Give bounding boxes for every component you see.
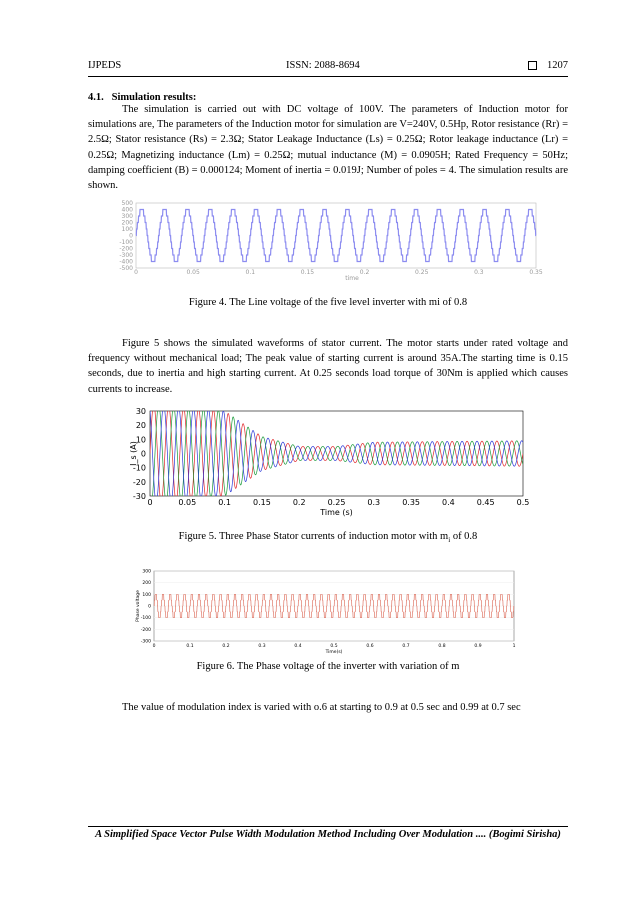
figure4-y-tick-label: 400	[121, 206, 133, 214]
figure4-x-tick-label: 0.25	[415, 269, 429, 276]
figure6-y-tick-label: 200	[142, 581, 151, 587]
section-title: Simulation results:	[111, 92, 197, 103]
figure5-x-tick-label: 0.4	[442, 498, 455, 507]
figure6-x-tick-label: 0.6	[366, 644, 374, 649]
figure4-y-tick-label: -200	[119, 245, 133, 253]
figure6-x-tick-label: 0.7	[402, 644, 410, 649]
figure5-y-tick-label: -30	[132, 492, 146, 501]
figure4-y-tick-label: -300	[119, 252, 133, 259]
figure6-x-tick-label: 0.1	[186, 644, 194, 649]
figure6-y-tick-label: -300	[140, 639, 151, 645]
figure6-x-tick-label: 0.3	[258, 644, 266, 649]
figure5-caption-end: of 0.8	[450, 531, 478, 542]
figure4-y-tick-label: -100	[119, 239, 133, 246]
figure5-x-tick-label: 0	[147, 498, 153, 507]
figure6-x-tick-label: 0.8	[438, 644, 446, 649]
figure4-x-tick-label: 0.2	[359, 269, 370, 276]
figure5-x-tick-label: 0.5	[516, 498, 530, 507]
figure5-x-tick-label: 0.3	[367, 498, 381, 507]
figure5-plot	[129, 405, 529, 517]
figure4-axes-box	[136, 203, 536, 268]
figure6-x-tick-label: 1	[512, 644, 516, 649]
header-rule	[88, 76, 568, 77]
figure5-x-axis-label: Time (s)	[320, 508, 353, 517]
figure5-chart	[128, 405, 543, 523]
figure4-caption: Figure 4. The Line voltage of the five level inverter with mi of 0.8	[188, 297, 468, 308]
paragraph-stator-current: Figure 5 shows the simulated waveforms of stator current. The motor starts under rated voltage and frequency without mechanical load; The peak value of starting current is around 35A.The starting time is 0.15 seconds, due to inertia and high starting current. At 0.25 seconds load torque of 30Nm is applied which causes currents to increase.	[88, 338, 568, 395]
figure4-y-tick-label: 200	[121, 219, 133, 227]
figure6-x-tick-label: 0.9	[474, 644, 482, 649]
figure5-caption	[88, 531, 568, 544]
figure4-y-tick-label: 300	[121, 213, 133, 220]
figure6-x-tick-label: 0.5	[330, 644, 338, 649]
figure6-y-axis-label: Phase voltage	[136, 590, 141, 622]
figure4-x-axis-label: time	[345, 275, 359, 282]
page-footer: A Simplified Space Vector Pulse Width Modulation Method Including Over Modulation .... (Bogimi Sirisha)	[95, 829, 561, 840]
figure5-y-tick-label: -10	[132, 463, 146, 473]
figure4-x-tick-label: 0.3	[474, 269, 484, 276]
figure4-x-tick-label: 0.05	[186, 269, 200, 276]
issn: ISSN: 2088-8694	[286, 60, 360, 71]
figure6-y-tick-label: 0	[148, 604, 151, 610]
checkbox-icon	[528, 61, 537, 70]
figure4-y-tick-label: 100	[121, 226, 133, 233]
journal-name: IJPEDS	[88, 60, 122, 71]
figure5-x-tick-label: 0.25	[327, 498, 346, 507]
figure5-y-tick-label: 20	[135, 421, 146, 431]
figure4-x-tick-label: 0.35	[529, 269, 543, 276]
page-number-block	[528, 60, 568, 71]
figure6-x-tick-label: 0	[152, 644, 156, 649]
figure6-y-tick-label: -100	[140, 616, 151, 622]
page-number: 1207	[547, 60, 568, 71]
figure4-plot	[119, 200, 542, 282]
figure6-y-tick-label: -200	[140, 627, 151, 633]
figure6-y-tick-label: 100	[142, 592, 151, 598]
figure6-chart	[130, 565, 525, 657]
figure5-y-tick-label: 10	[135, 435, 146, 445]
figure5-y-axis-label: I_s (A)	[129, 441, 138, 466]
figure5-x-tick-label: 0.2	[292, 498, 306, 507]
section-number: 4.1.	[88, 92, 104, 103]
figure4-y-tick-label: 500	[121, 200, 133, 207]
figure5-x-tick-label: 0.1	[218, 498, 231, 507]
figure6-caption: Figure 6. The Phase voltage of the inverter with variation of m	[196, 661, 460, 672]
figure4-y-tick-label: 0	[129, 232, 133, 240]
figure4-y-tick-label: -400	[119, 258, 133, 266]
footer-rule	[88, 826, 568, 827]
figure6-x-tick-label: 0.2	[222, 644, 230, 649]
figure4-x-tick-label: 0	[134, 269, 138, 276]
paragraph-modulation-index: The value of modulation index is varied with o.6 at starting to 0.9 at 0.5 sec and 0.99 at 0.7 sec	[122, 702, 521, 713]
figure5-x-tick-label: 0.45	[476, 498, 495, 507]
figure4-y-tick-label: -500	[119, 265, 133, 272]
figure6-x-axis-label: Time(s)	[325, 650, 343, 655]
figure5-caption-text: Figure 5. Three Phase Stator currents of induction motor with m	[178, 531, 449, 542]
figure6-plot	[135, 569, 516, 656]
figure5-y-tick-label: -20	[132, 477, 146, 487]
figure4-x-tick-label: 0.15	[300, 269, 315, 276]
figure6-y-tick-label: 300	[142, 569, 151, 575]
figure5-x-tick-label: 0.05	[178, 498, 197, 507]
paragraph-parameters: The simulation is carried out with DC voltage of 100V. The parameters of Induction motor for simulations are, The parameters of the Induction motor for simulation are V=240V, 0.5Hp, Rotor resistance (Rr) = 2.5Ω; Stator resistance (Rs) = 2.3Ω; Stator Leakage Inductance (Ls) = 0.25Ω; Rotor leakage inductance (Lr) = 0.25Ω; Magnetizing inductance (Lm) = 0.25Ω; mutual inductance (M) = 0.0905H; Rated Frequency = 50Hz; damping coefficient (B) = 0.000124; Moment of inertia = 0.019J; Number of poles = 4. The simulation results are shown.	[88, 104, 568, 192]
figure6-x-tick-label: 0.4	[294, 644, 302, 649]
figure4-chart	[100, 195, 545, 287]
figure5-y-tick-label: 0	[140, 449, 146, 459]
figure5-x-tick-label: 0.15	[252, 498, 271, 507]
figure5-x-tick-label: 0.35	[402, 498, 421, 507]
figure5-y-tick-label: 30	[135, 407, 146, 416]
figure4-x-tick-label: 0.1	[245, 269, 256, 276]
figure5-caption-sub: i	[448, 536, 451, 545]
